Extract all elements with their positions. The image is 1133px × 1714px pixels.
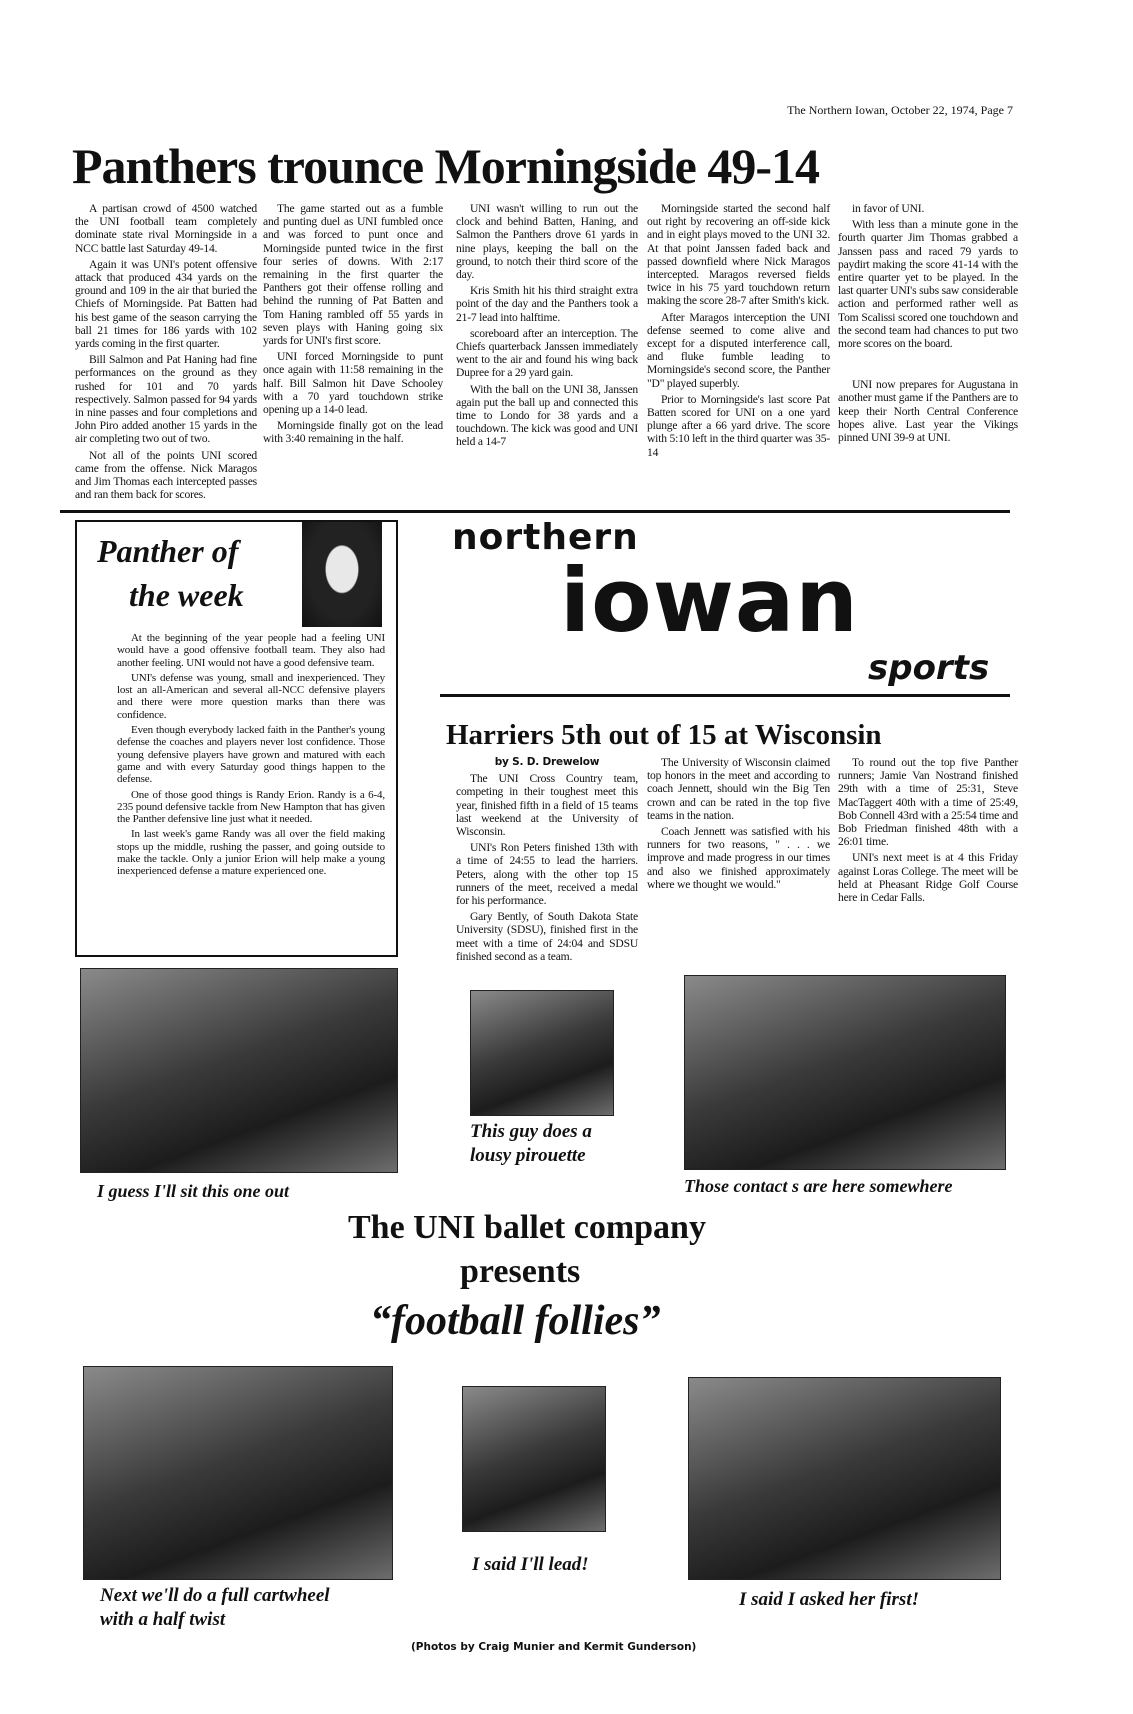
byline: by S. D. Drewelow	[494, 756, 600, 768]
paragraph: Not all of the points UNI scored came from the offense. Nick Maragos and Jim Thomas each intercepted passes and ran them back for scores.	[75, 448, 257, 502]
folio: The Northern Iowan, October 22, 1974, Page 7	[787, 103, 1013, 117]
harriers-col-3	[838, 756, 1018, 907]
feature-title-1: The UNI ballet company	[348, 1209, 706, 1246]
paragraph: Prior to Morningside's last score Pat Batten scored for UNI on a one yard plunge after a 66 yard drive. The score with 5:10 left in the third quarter was 35-14	[647, 392, 830, 459]
caption: I said I'll lead!	[472, 1554, 589, 1575]
paragraph: One of those good things is Randy Erion. Randy is a 6-4, 235 pound defensive tackle from New Hampton that has given the Panther defensive line just what it needed.	[117, 788, 385, 826]
football-photo-lead	[462, 1386, 606, 1532]
paragraph: With the ball on the UNI 38, Janssen again put the ball up and connected this time to Londo for 38 yards and a touchdown. The kick was good and UNI held a 14-7	[456, 382, 638, 449]
divider	[440, 694, 1010, 697]
panther-of-the-week-box	[75, 520, 398, 957]
main-headline: Panthers trounce Morningside 49-14	[72, 138, 819, 194]
paragraph: To round out the top five Panther runners; Jamie Van Nostrand finished 29th with a time of 25:31, Steve MacTaggert 40th with a time of 25:49, Bob Connell 43rd with a 25:54 time and Bob Friedman finished 48th with a 26:01 time.	[838, 756, 1018, 849]
paragraph: The game started out as a fumble and punting duel as UNI fumbled once and was forced to punt once and Morningside punted twice in the first four series of downs. With 2:17 remaining in the first quarter the Panthers got their offense rolling and behind the running of Pat Batten and Tom Haning rambled off 55 yards in seven plays with Haning going six yards for UNI's first score.	[263, 202, 443, 348]
caption: Those contact s are here somewhere	[684, 1176, 953, 1196]
main-col-3	[456, 202, 638, 452]
paragraph: Again it was UNI's potent offensive attack that produced 434 yards on the ground and 109 in the air that buried the Chiefs of Morningside. Pat Batten had his best game of the season carrying the ball 21 times for 186 yards with 102 yards coming in the first quarter.	[75, 257, 257, 351]
caption: I said I asked her first!	[739, 1589, 919, 1610]
paragraph: UNI now prepares for Augustana in another must game if the Panthers are to keep their North Central Conference hopes alive. Last year the Vikings pinned UNI 39-9 at UNI.	[838, 378, 1018, 445]
feature-title-2: presents	[460, 1253, 581, 1290]
paragraph: Kris Smith hit his third straight extra point of the day and the Panthers took a 21-7 lead into halftime.	[456, 284, 638, 324]
paragraph: UNI wasn't willing to run out the clock and behind Batten, Haning, and Salmon the Panthers drove 61 yards in nine plays, keeping the ball on the ground, to notch their third score of the day.	[456, 202, 638, 282]
football-photo-sideline	[80, 968, 398, 1173]
paragraph: A partisan crowd of 4500 watched the UNI football team completely dominate state rival Morningside in a NCC battle last Saturday 49-14.	[75, 202, 257, 255]
masthead-northern: northern	[452, 517, 639, 558]
box-title-2: the week	[129, 577, 244, 613]
main-col-4	[647, 202, 830, 462]
paragraph: Bill Salmon and Pat Haning had fine performances on the ground as they rushed for 101 and 70 yards respectively. Salmon passed for 94 yards in nine passes and four completions and John Piro added another 15 yards in the air completing two out of two.	[75, 353, 257, 446]
harriers-col-2	[647, 756, 830, 894]
caption: I guess I'll sit this one out	[97, 1181, 290, 1201]
harriers-col-1	[456, 756, 638, 966]
paragraph: In last week's game Randy was all over the field making stops up the middle, rushing the passer, and going outside to make the tackle. Only a junior Erion will help make a young inexperienced defense a mature experienced one.	[117, 828, 385, 878]
paragraph: UNI's Ron Peters finished 13th with a time of 24:55 to lead the harriers. Peters, along with the other top 15 runners of the meet, received a medal for his performance.	[456, 841, 638, 908]
harriers-headline: Harriers 5th out of 15 at Wisconsin	[446, 719, 882, 751]
paragraph: The University of Wisconsin claimed top honors in the meet and according to coach Jennett, should win the Big Ten crown and can be rated in the top five teams in the nation.	[647, 756, 830, 822]
paragraph: Morningside finally got on the lead with 3:40 remaining in the half.	[263, 419, 443, 446]
paragraph: Gary Bently, of South Dakota State University (SDSU), finished first in the meet with a time of 24:04 and SDSU finished second as a team.	[456, 910, 638, 963]
box-body	[117, 632, 385, 881]
paragraph: UNI's next meet is at 4 this Friday against Loras College. The meet will be held at Pheasant Ridge Golf Course here in Cedar Falls.	[838, 851, 1018, 905]
paragraph: in favor of UNI.	[852, 202, 925, 215]
photo-credit: (Photos by Craig Munier and Kermit Gunderson)	[411, 1641, 697, 1653]
paragraph: With less than a minute gone in the fourth quarter Jim Thomas grabbed a Janssen pass and raced 79 yards to paydirt making the score 41-14 with the entire quarter yet to be played. In the last quarter UNI's subs saw considerable action and performed rather well as Tom Scalissi scored one touchdown and the second team had chances to put two more scores on the board.	[838, 218, 1018, 351]
masthead-sports: sports	[868, 648, 990, 688]
player-portrait-photo	[302, 522, 382, 627]
main-col-2	[263, 202, 443, 449]
paragraph: scoreboard after an interception. The Chiefs quarterback Janssen immediately went to the air and found his wing back Dupree for a 29 yard gain.	[456, 326, 638, 380]
paragraph: Coach Jennett was satisfied with his runners for two reasons, " . . . we improve and made progress in our times and also we finished approximately where we thought we would."	[647, 825, 830, 891]
main-col-5	[838, 202, 1018, 447]
caption: This guy does a lousy pirouette	[470, 1121, 592, 1166]
paragraph: Morningside started the second half out right by recovering an off-side kick and in eight plays moved to the UNI 32. At that point Janssen faded back and passed downfield where Nick Maragos intercepted. Maragos reversed fields twice in his 75 yard touchdown return making the score 28-7 after Smith's kick.	[647, 202, 830, 308]
football-photo-cartwheel	[83, 1366, 393, 1580]
caption: Next we'll do a full cartwheel with a half twist	[100, 1585, 330, 1630]
football-photo-tackle	[684, 975, 1006, 1170]
paragraph: At the beginning of the year people had a feeling UNI would have a good offensive football team. They also had another feeling. UNI would not have a good defensive team.	[117, 632, 385, 669]
divider	[60, 510, 1010, 513]
main-col-1	[75, 202, 257, 504]
paragraph: After Maragos interception the UNI defense seemed to come alive and except for a disputed interference call, and fluke fumble leading to Morningside's second score, the Panther "D" played superbly.	[647, 310, 830, 390]
masthead-iowan: iowan	[560, 549, 859, 652]
paragraph: UNI forced Morningside to punt once again with 11:58 remaining in the half. Bill Salmon hit Dave Schooley with a 70 yard touchdown strike opening up a 14-0 lead.	[263, 350, 443, 417]
football-photo-asked-first	[688, 1377, 1001, 1580]
football-photo-pileup	[470, 990, 614, 1116]
box-title-1: Panther of	[97, 533, 239, 569]
paragraph: The UNI Cross Country team, competing in their toughest meet this year, finished fifth in a field of 15 teams last weekend at the University of Wisconsin.	[456, 772, 638, 839]
feature-title-3: “football follies”	[370, 1298, 661, 1344]
paragraph: UNI's defense was young, small and inexperienced. They lost an all-American and several all-NCC defensive players and there were more question marks than there was confidence.	[117, 671, 385, 721]
paragraph: Even though everybody lacked faith in the Panther's young defense the coaches and players never lost confidence. Those young defensive players have grown and matured with each game and with every Saturday good things happen to the defense.	[117, 724, 385, 786]
